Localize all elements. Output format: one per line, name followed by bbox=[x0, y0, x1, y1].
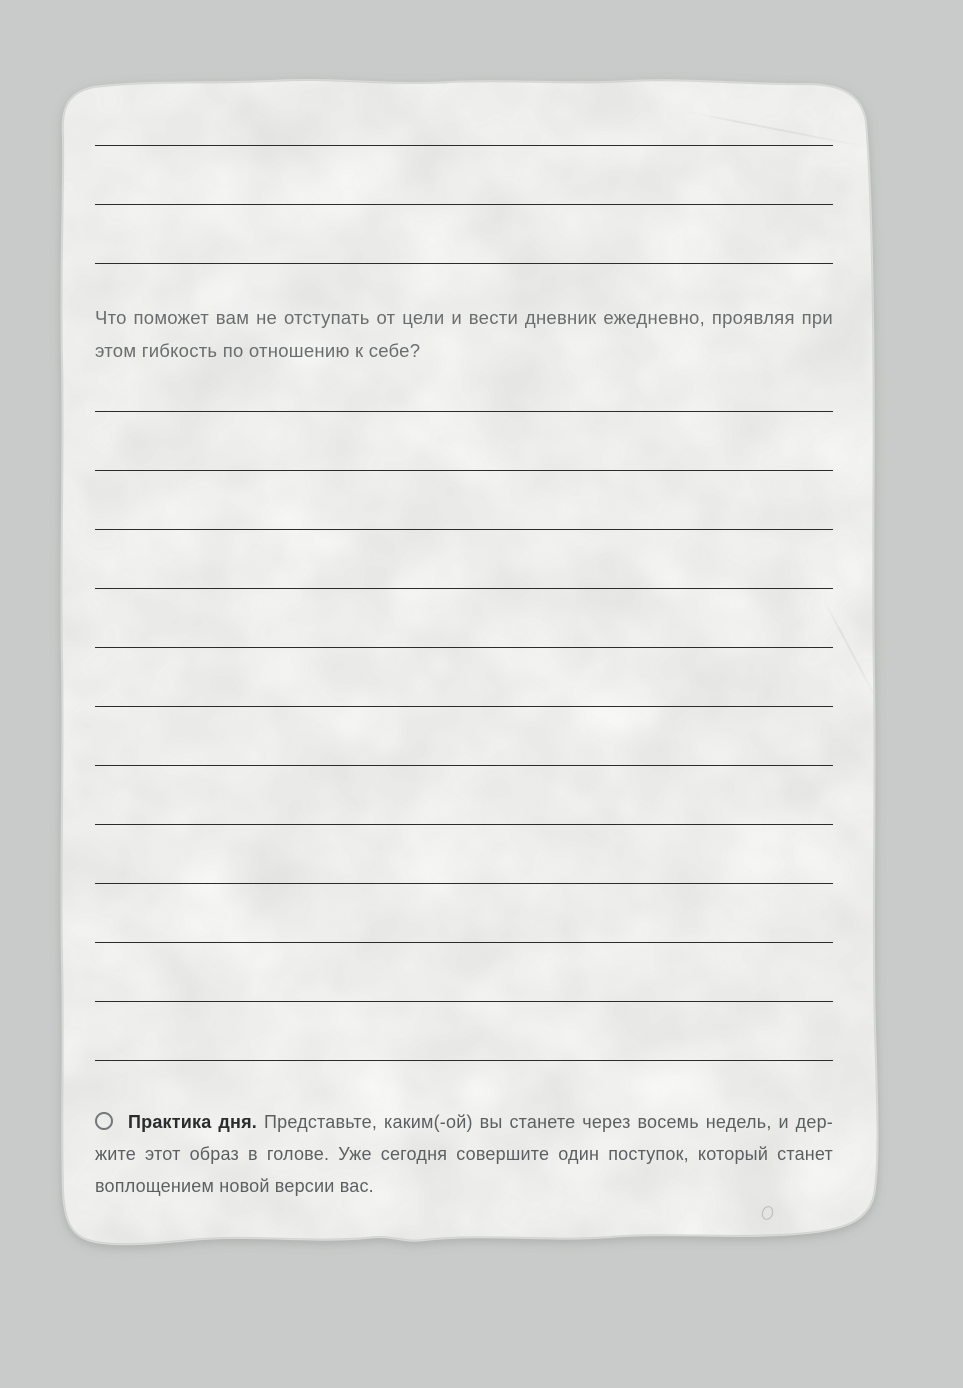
question-line-1: Что поможет вам не отступать от цели и вести дневник ежедневно, проявляя при bbox=[95, 307, 833, 328]
practice-section bbox=[95, 1106, 833, 1202]
practice-line-2: жите этот образ в голове. Уже сегодня совершите один поступок, который станет bbox=[95, 1144, 833, 1164]
practice-line-1 bbox=[95, 1106, 833, 1138]
practice-line-3: воплощением новой версии вас. bbox=[95, 1176, 374, 1196]
practice-label: Практика дня. bbox=[128, 1112, 258, 1132]
bullet-circle-icon bbox=[95, 1112, 113, 1130]
question-text bbox=[95, 301, 833, 367]
practice-body-text: Представьте, каким(-ой) вы станете через восемь недель, и дер- bbox=[263, 1112, 833, 1132]
question-line-2: этом гибкость по отношению к себе? bbox=[95, 340, 421, 361]
